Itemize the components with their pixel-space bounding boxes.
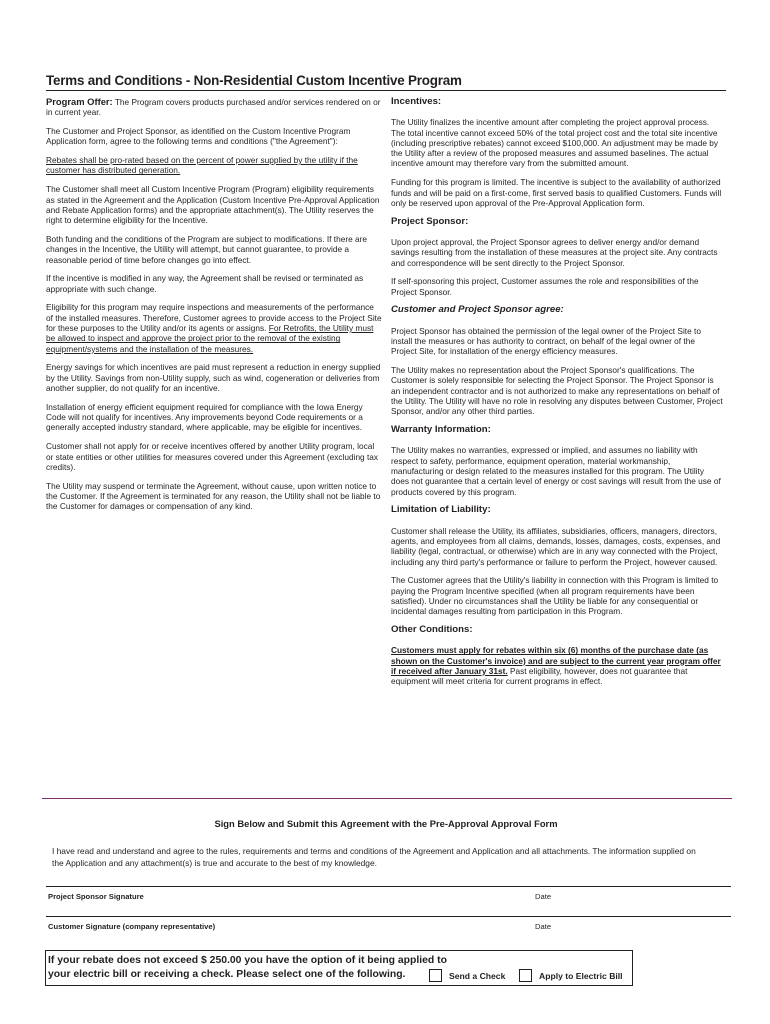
agreement-statement: I have read and understand and agree to the rules, requirements and terms and conditions of the Agreement and Application and all attachments. The information supplied on the Application and any attachment(s) is true and accurate to the best of my knowledge. [52,846,696,868]
sponsor-signature-label: Project Sponsor Signature [48,892,144,901]
incentives-heading: Incentives: [391,96,442,107]
release-clause: Customer shall release the Utility, its affiliates, subsidiaries, officers, managers, directors, agents, and employees from all claims, demands, losses, damages, costs, expenses, and liability (legal, contractual, or otherwise) which are in any way connected with the Project, including any third party's performance or failure to perform the Project, however caused. [391,525,721,567]
rebate-option-box [45,950,633,986]
program-offer-paragraph [46,97,382,118]
incentive-amount-clause: The Utility finalizes the incentive amount after completing the project approval process. The total incentive cannot exceed 50% of the total project cost and the total site incentive (including prescriptive rebates) cannot exceed $100,000. An adjustment may be made by the Utility after a review of the proposed measures and assumed baselines. The actual incentive amount may therefore vary from the submitted amount. [391,117,718,169]
incentive-funding-clause: Funding for this program is limited. The incentive is subject to the availability of authorized funds and will be paid on a first-come, first served basis to qualified Customers. Funds will only be reserved upon approval of the Pre-Approval Application form. [391,177,722,208]
agreement-intro: The Customer and Project Sponsor, as identified on the Custom Incentive Program Application form, agree to the following terms and conditions ("the Agreement"): [46,126,351,147]
energy-code-clause: Installation of energy efficient equipment required for compliance with the Iowa Energy Code will not qualify for incentives. Any improvements beyond Code requirements or a generally accepted industry standard, where applicable, may be eligible for incentives. [46,401,363,433]
send-check-checkbox[interactable] [429,969,442,982]
customer-signature-label: Customer Signature (company representative) [48,922,216,931]
rebate-option-line1: If your rebate does not exceed $ 250.00 you have the option of it being applied to [48,955,447,966]
prorated-rebates-clause: Rebates shall be pro-rated based on the percent of power supplied by the utility if the customer has distributed generation. [46,155,358,176]
liability-heading: Limitation of Liability: [391,504,491,516]
page-title: Terms and Conditions - Non-Residential Custom Incentive Program [46,73,726,91]
sponsor-qualifications-clause: The Utility makes no representation about the Project Sponsor's qualifications. The Customer is solely responsible for selecting the Project Sponsor. The Project Sponsor is an independent contractor and is not authorized to make any representations on behalf of the Utility. The Utility will have no role in resolving any disputes between Customer, Project Sponsor, and/or any other third parties. [391,365,723,417]
right-column [391,97,723,695]
energy-savings-clause: Energy savings for which incentives are paid must represent a reduction in energy supplied by the Utility. Savings from non-Utility supply, such as wind, cogeneration or deliveries from another supplier, do not qualify for an incentive. [46,362,381,394]
funding-modification-clause: Both funding and the conditions of the Program are subject to modifications. If there are changes in the Incentive, the Utility will attempt, but cannot guarantee, to provide a reasonable period of time before changes go into effect. [46,233,368,265]
eligibility-requirements-clause: The Customer shall meet all Custom Incentive Program (Program) eligibility requirements as stated in the Agreement and the Application (Custom Incentive Pre-Approval Application and Rebate Application forms) and the appropriate attachment(s). The Utility reserves the right to determine eligibility for the Incentive. [46,184,380,226]
send-check-option[interactable] [429,969,505,982]
warranty-clause: The Utility makes no warranties, expressed or implied, and assumes no liability with respect to safety, performance, equipment operation, material workmanship, manufacturing or design related to the measures installed for this program. The Utility does not guarantee that a certain level of energy or cost savings will result from the use of products covered by this program. [391,445,721,497]
sign-section-heading: Sign Below and Submit this Agreement with the Pre-Approval Approval Form [214,818,558,829]
electric-bill-label: Apply to Electric Bill [539,970,623,981]
electric-bill-checkbox[interactable] [519,969,532,982]
liability-limit-clause: The Customer agrees that the Utility's liability in connection with this Program is limited to paying the Program Incentive specified (when all program requirements have been satisfied). Under no circumstances shall the Utility be liable for any consequential or incidental damages resulting from participation in this Program. [391,575,719,617]
sponsor-delivery-clause: Upon project approval, the Project Sponsor agrees to deliver energy and/or demand savings resulting from the installation of these measures at the project site. Any contracts and correspondence will be sent directly to the Project Sponsor. [391,236,718,268]
other-incentives-clause: Customer shall not apply for or receive incentives offered by another Utility program, local or state entities or other utilities for measures covered under this Agreement (excluding tax credits). [46,441,379,472]
incentive-modified-clause: If the incentive is modified in any way, the Agreement shall be revised or terminated as appropriate with such change. [46,273,364,294]
self-sponsor-clause: If self-sponsoring this project, Customer assumes the role and responsibilities of the Project Sponsor. [391,276,699,297]
sponsor-signature-line[interactable] [46,886,731,901]
retrofit-inspection-text: For Retrofits, the Utility must be allowed to inspect and approve the project prior to the removal of the existing equipment/systems and the installation of the measures. [46,323,374,354]
other-conditions-heading: Other Conditions: [391,624,473,636]
sponsor-date-label: Date [535,892,552,901]
termination-clause: The Utility may suspend or terminate the Agreement, without cause, upon written notice to the Customer. If the Agreement is terminated for any reason, the Utility shall not be liable to the Customer for damages or compensation of any kind. [46,480,381,512]
past-eligibility-text: Past eligibility, however, does not guarantee that equipment will meet criteria for current programs in effect. [391,665,688,687]
project-sponsor-heading: Project Sponsor: [391,215,469,227]
program-offer-text: The Program covers products purchased and/or services rendered on or in current year. [46,97,381,118]
section-divider [42,798,732,799]
customer-signature-line[interactable] [46,916,731,931]
customer-sponsor-agree-heading: Customer and Project Sponsor agree: [391,304,564,316]
sponsor-permission-clause: Project Sponsor has obtained the permission of the legal owner of the Project Site to install the measures or has authority to contract, on behalf of the legal owner of the Project Site, for installation of the energy efficiency measures. [391,325,701,357]
electric-bill-option[interactable] [519,969,623,982]
customer-date-label: Date [535,922,552,931]
send-check-label: Send a Check [449,970,506,981]
left-column [46,97,382,520]
inspection-clause [46,302,382,353]
warranty-heading: Warranty Information: [391,424,491,436]
program-offer-lead: Program Offer: [46,96,113,107]
inspection-text: Eligibility for this program may require inspections and measurements of the performance of the installed measures. Therefore, Customer agrees to provide access to the Project Site for these purposes to the Utility and/or its agents or assigns. [46,302,382,334]
rebate-deadline-text: Customers must apply for rebates within six (6) months of the purchase date (as shown on the Customer's invoice) and are subject to the current year program offer if received after January 31st. [391,645,721,676]
rebate-option-line2: your electric bill or receiving a check. Please select one of the following. [48,969,406,980]
rebate-timing-clause [391,645,723,686]
